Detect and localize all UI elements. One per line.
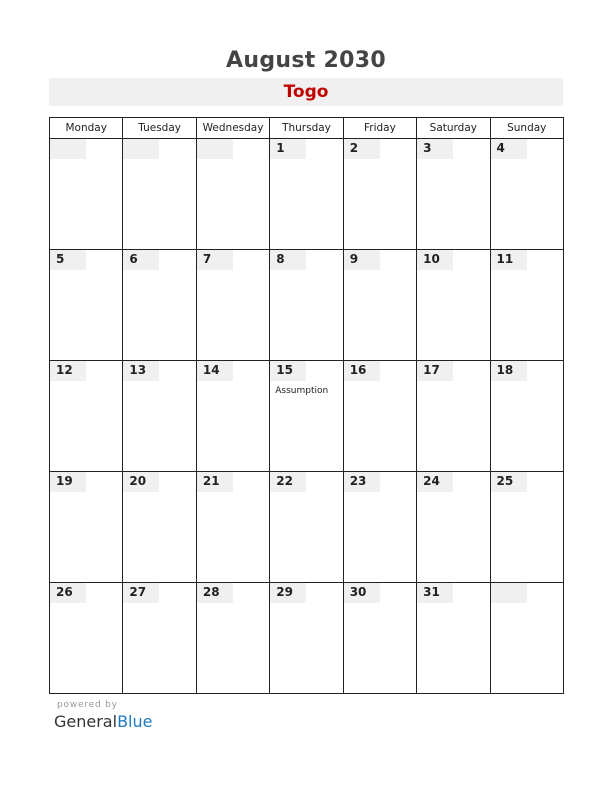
day-number: 9	[349, 252, 359, 266]
day-cell	[270, 250, 343, 361]
day-number: 11	[496, 252, 514, 266]
week-row	[50, 583, 564, 694]
country-name: Togo	[283, 82, 329, 102]
day-cell	[343, 250, 416, 361]
calendar-table	[49, 117, 564, 694]
weekday-tuesday: Tuesday	[123, 118, 196, 139]
day-number: 12	[56, 363, 73, 377]
day-cell	[50, 361, 123, 472]
day-number: 29	[276, 585, 293, 599]
day-cell	[417, 583, 490, 694]
day-cell	[270, 139, 343, 250]
day-number: 1	[276, 141, 285, 155]
brand-logo[interactable]	[54, 712, 152, 731]
day-cell	[417, 139, 490, 250]
day-number: 3	[423, 141, 432, 155]
day-number: 8	[276, 252, 285, 266]
brand-blue: Blue	[117, 712, 153, 731]
weekday-header-row	[50, 118, 564, 139]
day-number-box	[123, 139, 159, 159]
day-cell	[343, 583, 416, 694]
day-number: 16	[349, 363, 367, 377]
day-number-box	[197, 139, 233, 159]
day-cell	[490, 472, 563, 583]
calendar-body	[50, 139, 564, 694]
day-number-box	[491, 583, 527, 603]
calendar-grid	[49, 117, 564, 697]
day-number: 28	[202, 585, 220, 599]
day-cell	[270, 361, 343, 472]
day-number: 7	[202, 252, 212, 266]
day-number: 6	[129, 252, 138, 266]
day-number: 31	[423, 585, 440, 599]
brand-general: General	[54, 712, 118, 731]
weekday-saturday: Saturday	[417, 118, 490, 139]
day-number: 22	[276, 474, 293, 488]
weekday-sunday: Sunday	[490, 118, 563, 139]
week-row	[50, 472, 564, 583]
day-number: 19	[56, 474, 73, 488]
day-cell	[123, 361, 196, 472]
day-number: 24	[423, 474, 440, 488]
day-cell	[343, 139, 416, 250]
day-number: 21	[202, 474, 220, 488]
empty-day-cell	[490, 583, 563, 694]
weekday-friday: Friday	[343, 118, 416, 139]
empty-day-cell	[196, 139, 269, 250]
week-row	[50, 139, 564, 250]
week-row	[50, 250, 564, 361]
day-cell	[196, 472, 269, 583]
powered-by-text: powered by	[57, 700, 118, 710]
day-cell	[417, 250, 490, 361]
day-number: 30	[349, 585, 367, 599]
day-number: 18	[496, 363, 514, 377]
day-number: 15	[276, 363, 293, 377]
day-cell	[196, 250, 269, 361]
day-cell	[270, 472, 343, 583]
day-cell	[123, 583, 196, 694]
day-cell	[196, 583, 269, 694]
day-cell	[417, 361, 490, 472]
day-number: 14	[202, 363, 220, 377]
day-number: 13	[129, 363, 147, 377]
day-cell	[343, 361, 416, 472]
country-banner	[49, 78, 563, 106]
weekday-monday: Monday	[50, 118, 123, 139]
day-number: 23	[349, 474, 367, 488]
day-cell	[50, 472, 123, 583]
holiday-label: Assumption	[275, 386, 329, 396]
day-number: 20	[129, 474, 147, 488]
day-cell	[490, 250, 563, 361]
day-cell	[123, 250, 196, 361]
week-row	[50, 361, 564, 472]
day-cell	[196, 361, 269, 472]
day-number: 27	[129, 585, 147, 599]
day-cell	[50, 583, 123, 694]
day-number: 26	[56, 585, 73, 599]
day-number: 17	[423, 363, 440, 377]
day-number: 4	[496, 141, 505, 155]
day-number-box	[50, 139, 86, 159]
empty-day-cell	[50, 139, 123, 250]
weekday-thursday: Thursday	[270, 118, 343, 139]
day-cell	[417, 472, 490, 583]
day-number: 25	[496, 474, 514, 488]
day-cell	[123, 472, 196, 583]
empty-day-cell	[123, 139, 196, 250]
day-number: 10	[423, 252, 440, 266]
weekday-wednesday: Wednesday	[196, 118, 269, 139]
day-cell	[50, 250, 123, 361]
day-cell	[490, 361, 563, 472]
day-cell	[343, 472, 416, 583]
day-number: 2	[349, 141, 359, 155]
page-title: August 2030	[226, 48, 386, 73]
day-cell	[270, 583, 343, 694]
day-cell	[490, 139, 563, 250]
day-number: 5	[56, 252, 65, 266]
